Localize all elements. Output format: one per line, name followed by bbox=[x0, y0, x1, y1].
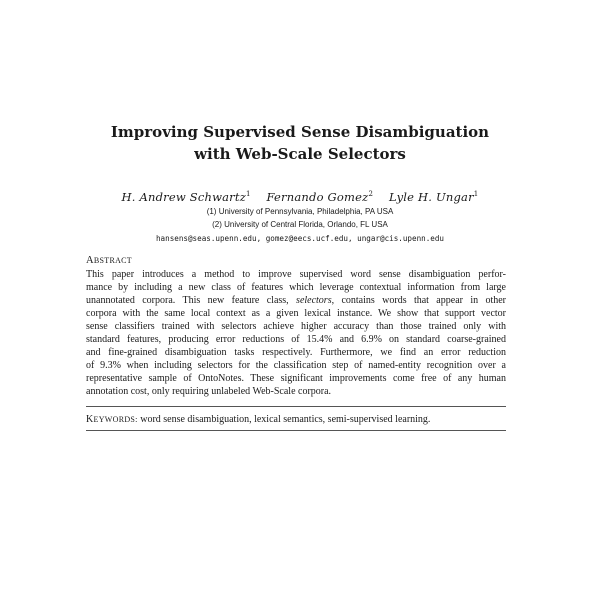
author-2 bbox=[266, 190, 373, 204]
abstract-line: mance by including a new class of features which leverage contextual information from large bbox=[86, 282, 506, 293]
paper-title bbox=[60, 121, 540, 165]
abstract-line: This paper introduces a method to improve supervised word sense disambiguation perfor- bbox=[86, 269, 506, 280]
title-line-1: Improving Supervised Sense Disambiguation bbox=[110, 123, 490, 141]
abstract-line: of 9.3% when including selectors for the classification step of named-entity recognition over a bbox=[86, 360, 506, 371]
author-1-name: H. Andrew Schwartz bbox=[121, 189, 246, 204]
abstract-line: corpora with the same local context as a given lexical instance. We show that support vector bbox=[86, 308, 506, 319]
author-1-affil-mark: 1 bbox=[245, 190, 251, 198]
affiliation-1: (1) University of Pennsylvania, Philadelphia, PA USA bbox=[206, 207, 394, 216]
emphasized-term: selectors bbox=[296, 295, 332, 306]
abstract-line: annotation cost, only requiring unlabeled Web-Scale corpora. bbox=[86, 386, 332, 397]
keywords-label: KEYWORDS: bbox=[86, 414, 138, 425]
author-2-name: Fernando Gomez bbox=[266, 189, 369, 204]
abstract-body bbox=[86, 268, 506, 398]
abstract-line: and fine-grained disambiguation tasks respectively. Furthermore, we find an error reduction bbox=[86, 347, 506, 358]
title-line-2: with Web-Scale Selectors bbox=[194, 145, 406, 163]
author-3 bbox=[389, 190, 478, 204]
author-3-affil-mark: 1 bbox=[473, 190, 479, 198]
affiliation-2: (2) University of Central Florida, Orlando, FL USA bbox=[212, 220, 388, 229]
author-list bbox=[60, 186, 540, 205]
abstract-line: standard features, producing error reductions of 15.4% and 6.9% on standard coarse-grained bbox=[86, 334, 506, 345]
author-emails: hansens@seas.upenn.edu, gomez@eecs.ucf.edu, ungar@cis.upenn.edu bbox=[155, 234, 445, 243]
abstract-heading: ABSTRACT bbox=[86, 255, 132, 266]
abstract-line: representative sample of OntoNotes. These significant improvements come free of any human bbox=[86, 373, 506, 384]
keywords-block bbox=[86, 413, 506, 426]
keywords-text: word sense disambiguation, lexical semantics, semi-supervised learning. bbox=[140, 414, 431, 425]
keywords-bottom-rule bbox=[86, 430, 506, 431]
abstract-line: unannotated corpora. This new feature class, selectors, contains words that appear in other bbox=[86, 295, 507, 306]
author-3-name: Lyle H. Ungar bbox=[388, 189, 474, 204]
author-1 bbox=[122, 190, 251, 204]
author-2-affil-mark: 2 bbox=[368, 190, 374, 198]
keywords-top-rule bbox=[86, 406, 506, 407]
abstract-line: sense classifiers trained with selectors achieve higher accuracy than those trained only with bbox=[86, 321, 506, 332]
